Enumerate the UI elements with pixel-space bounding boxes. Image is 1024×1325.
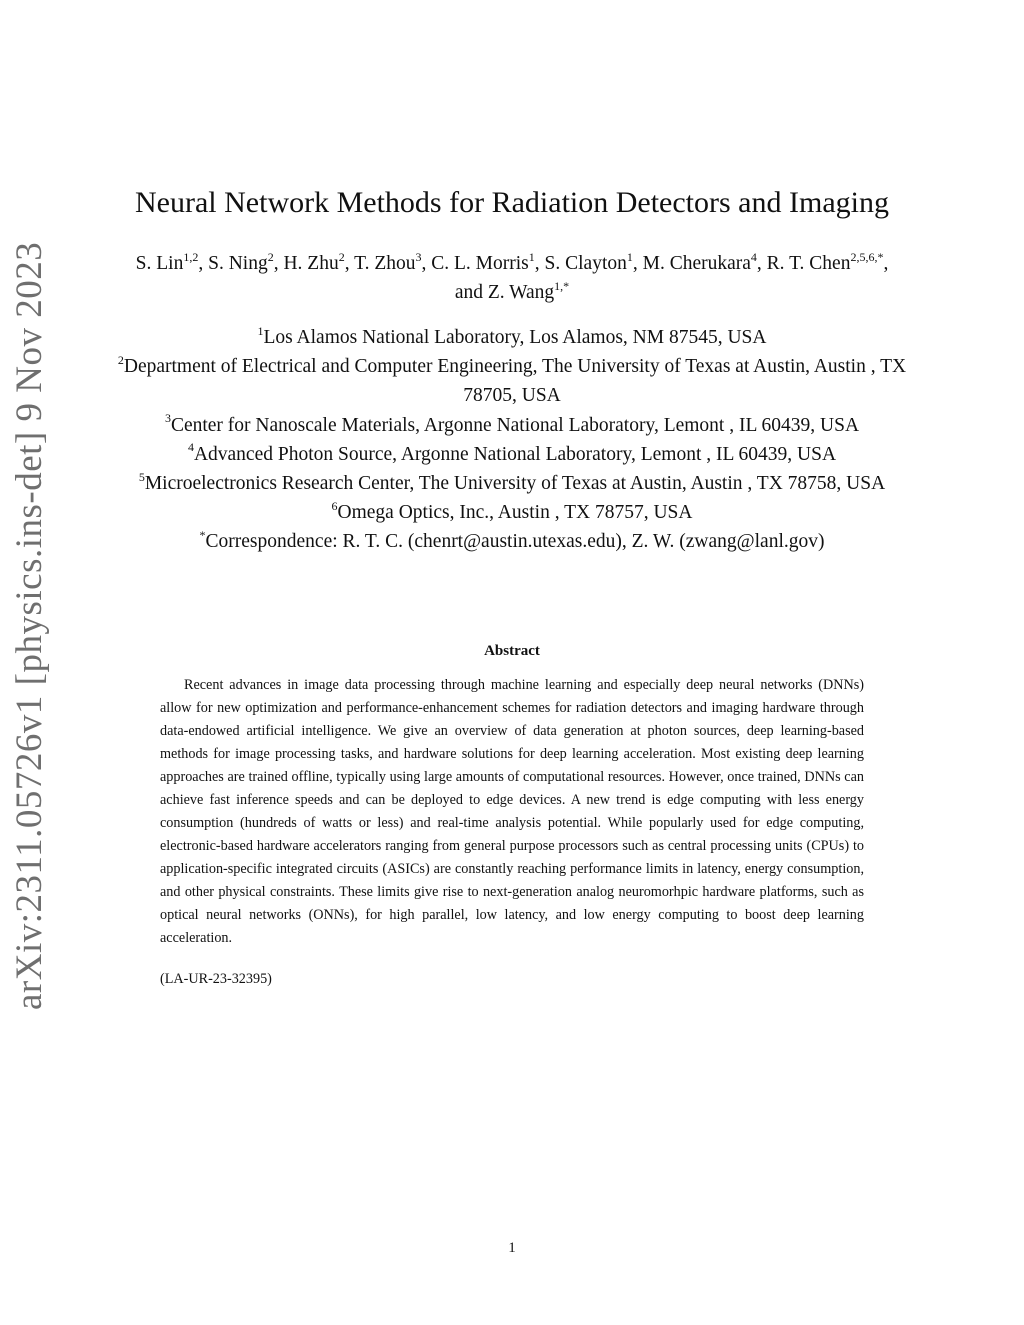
report-number: (LA-UR-23-32395): [160, 971, 272, 987]
author: M. Cherukara: [642, 253, 751, 274]
paper-title: Neural Network Methods for Radiation Detectors and Imaging: [135, 186, 889, 219]
affiliation: [100, 411, 924, 440]
abstract-heading: Abstract: [484, 643, 540, 659]
author-list: S. Lin$^{1,2}$, S. Ning$^2$, H. Zhu$^2$, T. Zhou$^3$, C. L. Morris$^1$, S. Clayton$^1$, M. Cherukara$^4$, R. T. Chen$^{2,5,6,*}$, and Z. Wang$^{1,*}$: [135, 249, 889, 303]
affiliation-mark: 1: [257, 323, 264, 338]
affiliation-text: Center for Nanoscale Materials, Argonne National Laboratory, Lemont , IL 60439, USA: [170, 414, 860, 436]
author: H. Zhu: [283, 253, 339, 274]
affiliation: [100, 352, 924, 410]
affiliation-text: Los Alamos National Laboratory, Los Alamos, NM 87545, USA: [263, 327, 767, 348]
affiliation: [100, 498, 924, 527]
affiliation-mark: 3: [164, 411, 171, 426]
author-affiliation-mark: 1: [626, 249, 633, 264]
affiliation-text: Advanced Photon Source, Argonne National Laboratory, Lemont , IL 60439, USA: [193, 443, 837, 465]
affiliation-text: Microelectronics Research Center, The University of Texas at Austin, Austin , TX 78758, USA: [144, 473, 886, 495]
correspondence: [100, 527, 924, 556]
author: S. Lin: [135, 253, 184, 274]
author-affiliation-mark: 4: [750, 249, 757, 264]
affiliation: [100, 440, 924, 469]
affiliation: [100, 323, 924, 352]
author: Z. Wang: [487, 282, 555, 303]
author: C. L. Morris: [431, 253, 529, 274]
author-affiliation-mark: 1: [528, 249, 535, 264]
author: S. Ning: [208, 253, 268, 274]
author-affiliation-mark: 3: [415, 249, 422, 264]
author-affiliation-mark: 2: [338, 249, 345, 264]
affiliation-mark: 4: [187, 440, 194, 455]
correspondence-mark: *: [199, 527, 206, 542]
author-affiliation-mark: 2: [267, 249, 274, 264]
arxiv-identifier-stamp: arXiv:2311.05726v1 [physics.ins-det] 9 Nov 2023: [9, 241, 50, 1010]
author: S. Clayton: [544, 253, 627, 274]
affiliation-mark: 2: [117, 352, 124, 367]
affiliation-mark: 5: [138, 469, 145, 484]
affiliation-mark: 6: [331, 498, 338, 513]
author-affiliation-mark: 2,5,6,*: [850, 249, 884, 264]
author-conjunction: and: [454, 282, 483, 303]
affiliation: [100, 469, 924, 498]
affiliation-list: [100, 323, 924, 557]
author: T. Zhou: [354, 253, 416, 274]
author-affiliation-mark: 1,2: [183, 249, 199, 264]
affiliation-text: Omega Optics, Inc., Austin , TX 78757, USA: [337, 502, 693, 524]
author: R. T. Chen: [766, 253, 851, 274]
correspondence-text: Correspondence: R. T. C. (chenrt@austin.utexas.edu), Z. W. (zwang@lanl.gov): [205, 531, 825, 553]
abstract-body: Recent advances in image data processing through machine learning and especially deep neural networks (DNNs) allow for new optimization and performance-enhancement schemes for radiation detectors and imaging hardware through data-endowed artificial intelligence. We give an overview of data generation at photon sources, deep learning-based methods for image processing tasks, and hardware solutions for deep learning acceleration. Most existing deep learning approaches are trained offline, typically using large amounts of computational resources. However, once trained, DNNs can achieve fast inference speeds and can be deployed to edge devices. A new trend is edge computing with less energy consumption (hundreds of watts or less) and real-time analysis potential. While popularly used for edge computing, electronic-based hardware accelerators ranging from general purpose processors such as central processing units (CPUs) to application-specific integrated circuits (ASICs) are constantly reaching performance limits in latency, energy consumption, and other physical constraints. These limits give rise to next-generation analog neuromorhpic hardware platforms, such as optical neural networks (ONNs), for high parallel, low latency, and low energy computing to boost deep learning acceleration.: [160, 677, 864, 946]
page-number: 1: [508, 1240, 516, 1256]
affiliation-text: Department of Electrical and Computer Engineering, The University of Texas at Austin, Austin , TX 78705, USA: [123, 356, 907, 407]
author-affiliation-mark: 1,*: [554, 278, 570, 293]
